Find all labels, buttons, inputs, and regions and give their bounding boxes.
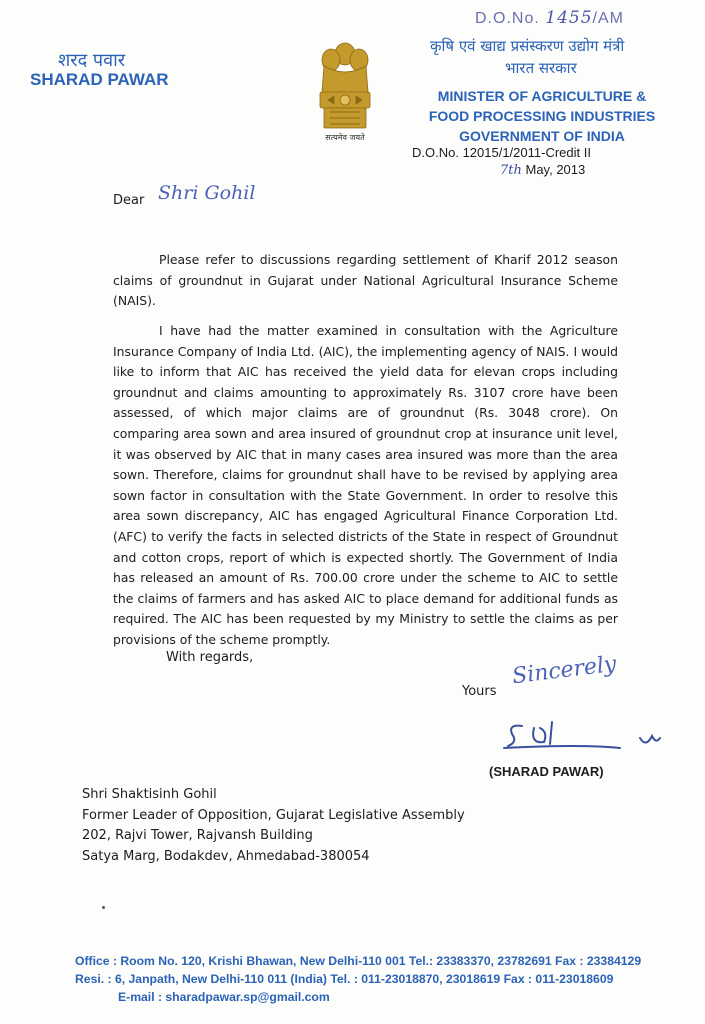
closing-sincerely-handwritten: Sincerely [510,651,618,690]
stamp-number: 1455 [545,8,593,28]
recipient-line-2: Former Leader of Opposition, Gujarat Legislative Assembly [82,807,465,823]
stamp-suffix: /AM [592,10,624,27]
handwritten-signature [500,708,670,766]
closing-yours: Yours [462,684,497,699]
footer-office: Office : Room No. 120, Krishi Bhawan, New Delhi-110 001 Tel.: 23383370, 23782691 Fax : 23384129 [75,954,642,968]
recipient-line-3: 202, Rajvi Tower, Rajvansh Building [82,828,313,843]
sender-name: SHARAD PAWAR [30,70,169,89]
paragraph-1-text: Please refer to discussions regarding settlement of Kharif 2012 season claims of groundnut in Gujarat under National Agricultural Insurance Scheme (NAIS). [113,252,618,309]
recipient-line-1: Shri Shaktisinh Gohil [82,787,217,802]
sender-name-hindi: शरद पवार [58,50,126,71]
ministry-line1: MINISTER OF AGRICULTURE & [437,88,647,104]
received-stamp [475,8,624,28]
ministry-hindi-line2: भारत सरकार [505,59,577,77]
stray-mark [102,906,105,909]
emblem-motto: सत्यमेव जयते [325,133,365,142]
stamp-prefix: D.O.No. [475,10,540,27]
date-day-handwritten: 7th [500,163,522,178]
date-rest: May, 2013 [525,162,586,177]
salutation-dear: Dear [113,193,145,208]
recipient-line-4: Satya Marg, Bodakdev, Ahmedabad-380054 [82,848,370,864]
ministry-line2: FOOD PROCESSING INDUSTRIES [428,108,656,124]
ministry-hindi-line1: कृषि एवं खाद्य प्रसंस्करण उद्योग मंत्री [430,37,625,55]
salutation-handwritten-name: Shri Gohil [158,182,256,204]
paragraph-2-text: I have had the matter examined in consultation with the Agriculture Insurance Company of India Ltd. (AIC), the implementing agency of NAIS. I would like to inform that AIC has received the yield data for elevan crops including groundnut and claims amounting to approximately Rs. 3107 crore have been assessed, of which major claims are of groundnut (Rs. 3048 crore). On comparing area sown and area insured of groundnut crop at insurance unit level, it was observed by AIC that in many cases area insured was more than the area sown. Therefore, claims for groundnut shall have to be revised by applying area sown factor in consultation with the State Government. In order to resolve this area sown discrepancy, AIC has engaged Agricultural Finance Corporation Ltd. (AFC) to verify the facts in selected districts of the State in respect of Groundnut and cotton crops, report of which is expected shortly. The Government of India has released an amount of Rs. 700.00 crore under the scheme to AIC to settle the claims of farmers and has asked AIC to place demand for additional funds as required. The AIC has been requested by my Ministry to settle the claims as per provisions of the scheme promptly. [113,323,618,647]
footer-email: E-mail : sharadpawar.sp@gmail.com [118,990,330,1004]
letter-date [500,162,585,178]
body-paragraph-1 [113,250,618,312]
body-paragraph-2 [113,321,618,651]
recipient-address [82,785,465,867]
closing-regards: With regards, [166,650,254,665]
ministry-line3: GOVERNMENT OF INDIA [459,128,625,144]
signatory-name: (SHARAD PAWAR) [489,764,604,779]
reference-number: D.O.No. 12015/1/2011-Credit II [412,145,591,160]
footer-residence: Resi. : 6, Janpath, New Delhi-110 011 (India) Tel. : 011-23018870, 23018619 Fax : 011-23018609 [75,972,614,986]
